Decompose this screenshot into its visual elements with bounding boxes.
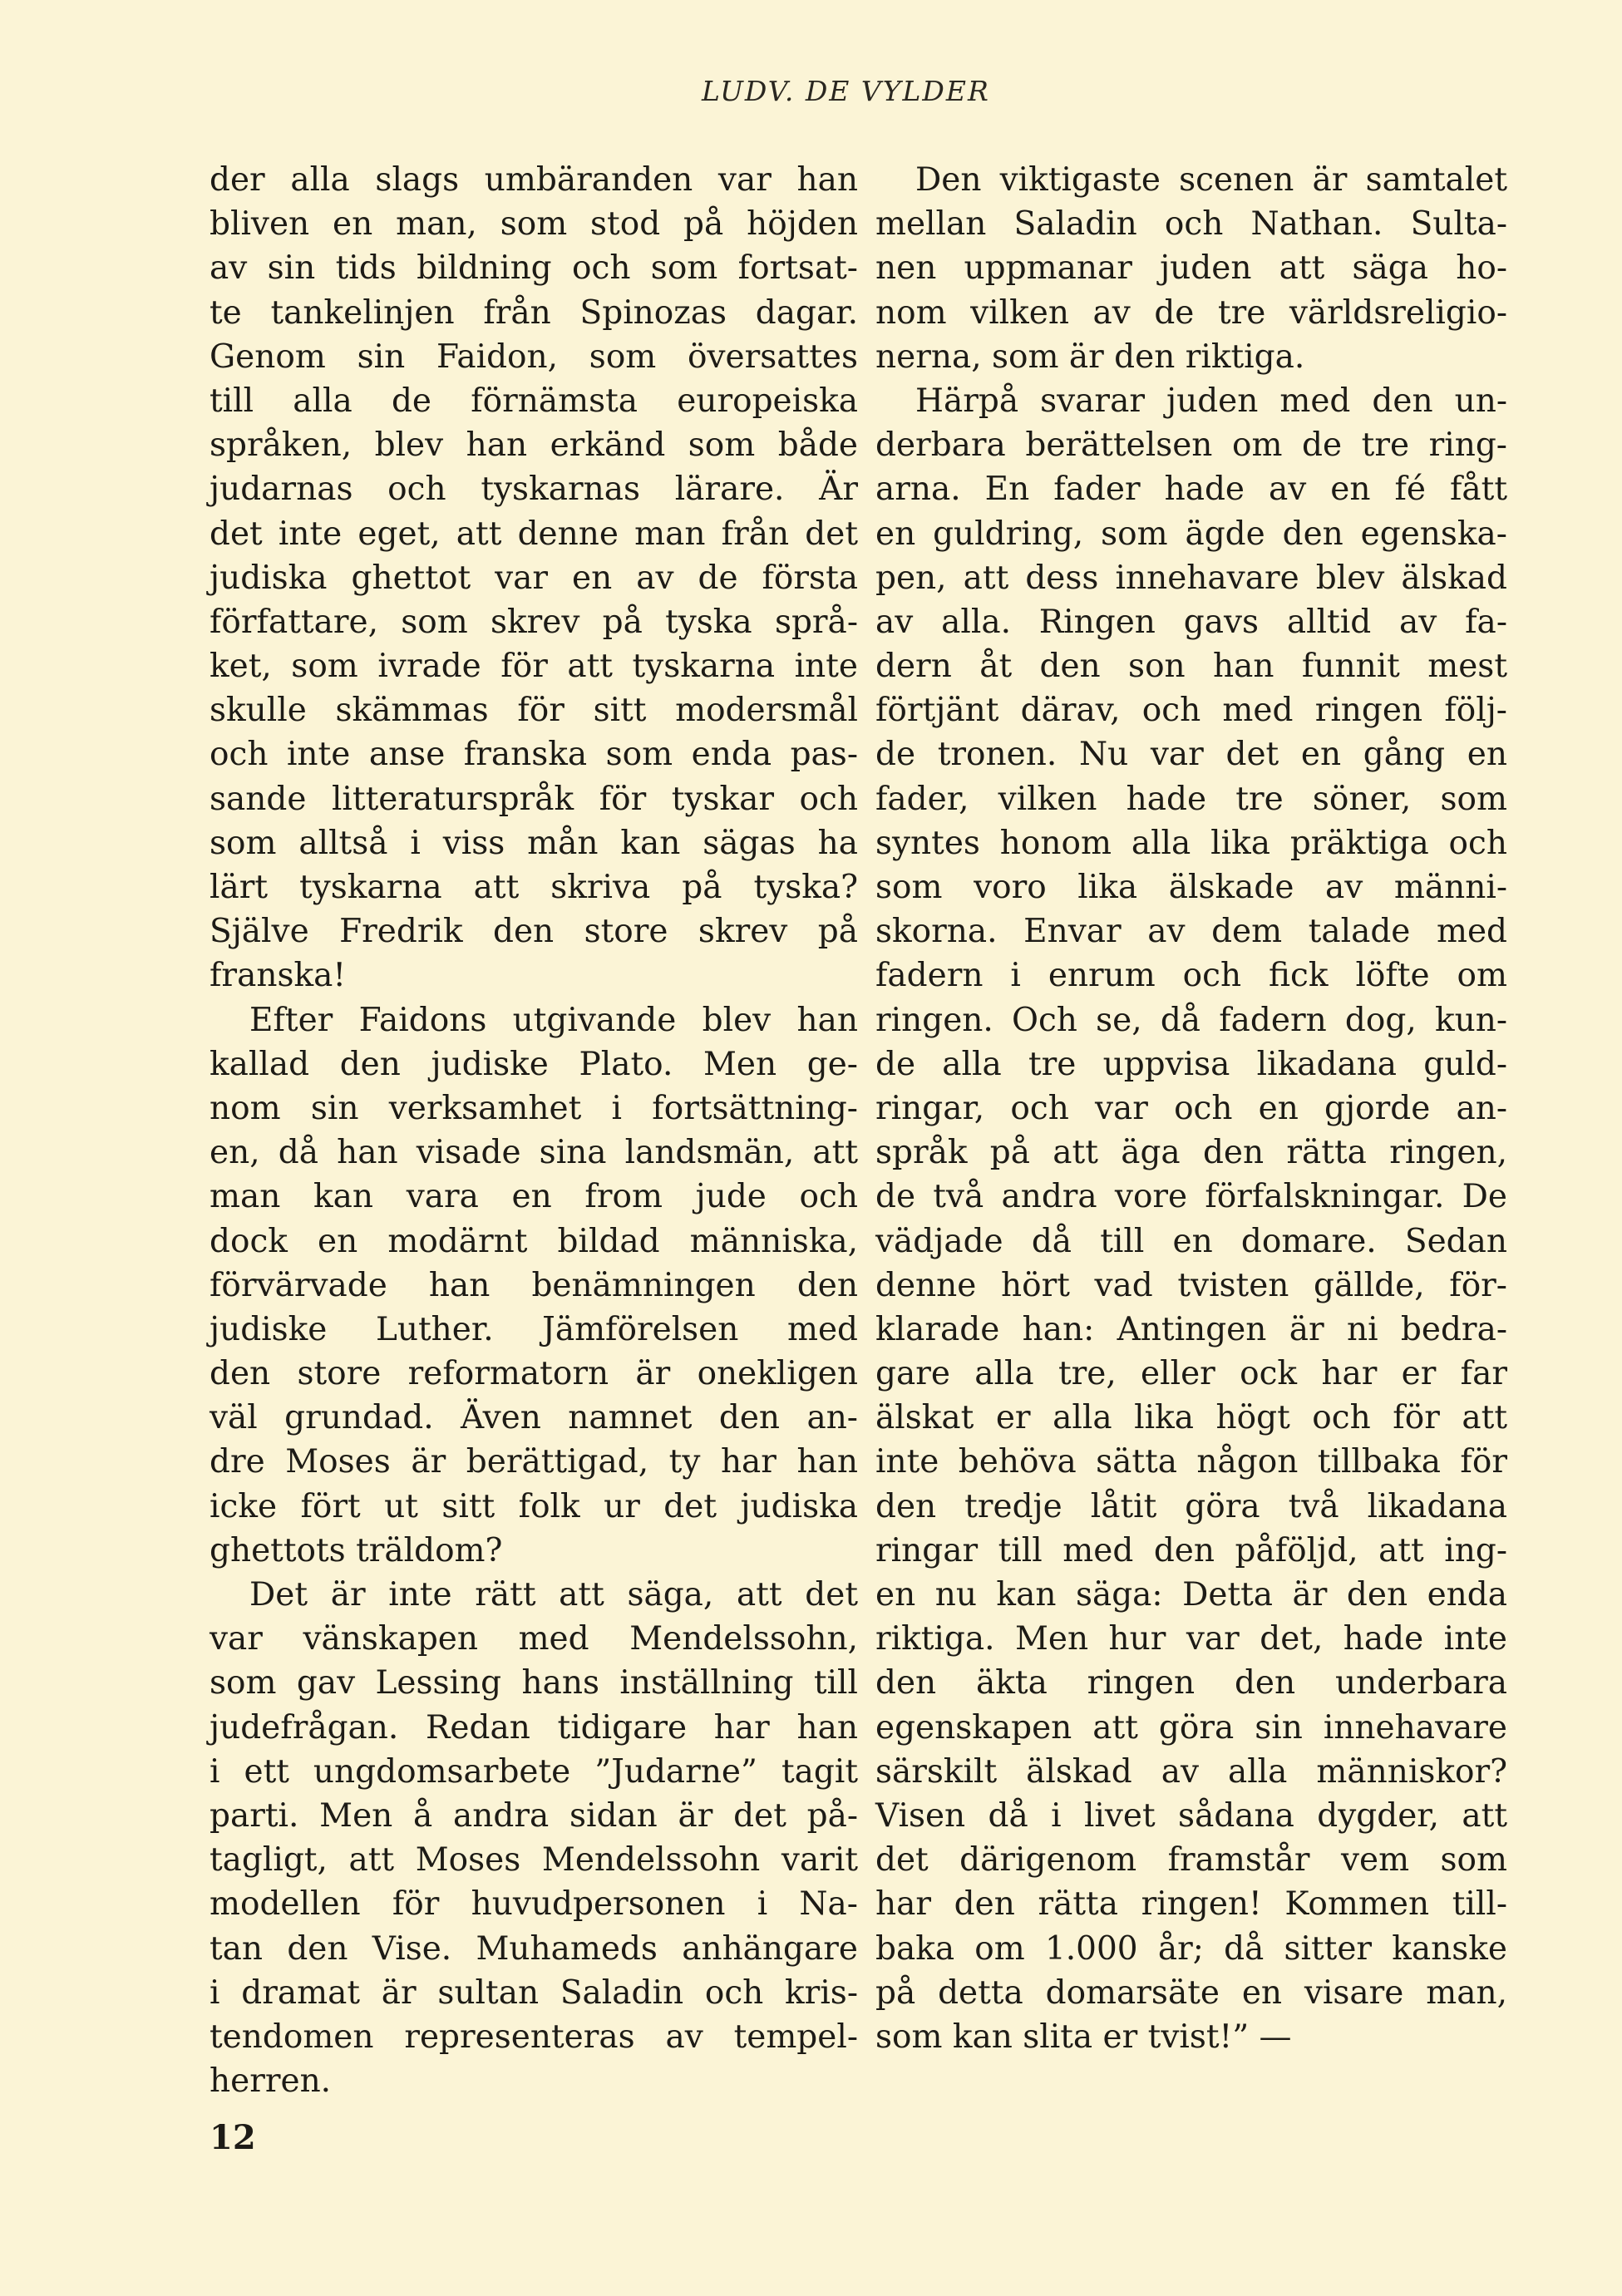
text-line: den äkta ringen den underbara — [875, 1664, 1507, 1702]
text-line: de tronen. Nu var det en gång en — [875, 736, 1507, 774]
text-line: en, då han visade sina landsmän, att — [210, 1134, 858, 1172]
text-line: tendomen representeras av tempel- — [210, 2018, 858, 2056]
running-header: LUDV. DE VYLDER — [702, 75, 990, 107]
text-line: baka om 1.000 år; då sitter kanske — [875, 1929, 1507, 1968]
text-line: dre Moses är berättigad, ty har han — [210, 1443, 858, 1481]
text-line: Efter Faidons utgivande blev han — [249, 1001, 858, 1039]
text-line: det därigenom framstår vem som — [875, 1841, 1507, 1880]
text-line: förvärvade han benämningen den — [210, 1266, 858, 1304]
text-line: Själve Fredrik den store skrev på — [210, 913, 858, 951]
text-line: arna. En fader hade av en fé fått — [875, 471, 1507, 509]
text-line: bliven en man, som stod på höjden — [210, 205, 858, 244]
text-line: sande litteraturspråk för tyskar och — [210, 780, 858, 818]
text-line: den store reformatorn är onekligen — [210, 1355, 858, 1393]
text-line: judiska ghettot var en av de första — [210, 559, 858, 597]
text-line: franska! — [210, 957, 347, 995]
text-line: klarade han: Antingen är ni bedra- — [875, 1310, 1507, 1348]
text-line: var vänskapen med Mendelssohn, — [210, 1620, 858, 1658]
text-line: till alla de förnämsta europeiska — [210, 382, 858, 420]
text-line: ringen. Och se, då fadern dog, kun- — [875, 1001, 1507, 1039]
text-line: te tankelinjen från Spinozas dagar. — [210, 293, 858, 332]
text-line: en nu kan säga: Detta är den enda — [875, 1576, 1507, 1614]
text-line: denne hört vad tvisten gällde, för- — [875, 1266, 1507, 1304]
text-line: mellan Saladin och Nathan. Sulta- — [875, 205, 1507, 244]
text-line: lärt tyskarna att skriva på tyska? — [210, 869, 858, 906]
text-line: Genom sin Faidon, som översattes — [210, 338, 858, 376]
text-line: på detta domarsäte en visare man, — [875, 1973, 1507, 2012]
text-line: den tredje låtit göra två likadana — [875, 1487, 1507, 1525]
text-line: icke fört ut sitt folk ur det judiska — [210, 1487, 858, 1525]
text-line: judarnas och tyskarnas lärare. Är — [210, 471, 858, 509]
text-line: skulle skämmas för sitt modersmål — [210, 692, 858, 730]
text-line: fadern i enrum och fick löfte om — [875, 957, 1507, 995]
text-line: gare alla tre, eller ock har er far — [875, 1355, 1507, 1393]
text-line: vädjade då till en domare. Sedan — [875, 1222, 1507, 1260]
text-line: fader, vilken hade tre söner, som — [875, 780, 1507, 818]
text-line: dock en modärnt bildad människa, — [210, 1222, 858, 1260]
text-line: parti. Men å andra sidan är det på- — [210, 1796, 858, 1835]
text-line: författare, som skrev på tyska språ- — [210, 603, 858, 641]
text-line: väl grundad. Även namnet den an- — [210, 1399, 858, 1437]
text-line: herren. — [210, 2062, 332, 2101]
text-line: har den rätta ringen! Kommen till- — [875, 1885, 1507, 1924]
text-line: de två andra vore förfalskningar. De — [875, 1178, 1507, 1216]
text-line: pen, att dess innehavare blev älskad — [875, 559, 1507, 597]
text-line: av sin tids bildning och som fortsat- — [210, 249, 858, 288]
text-line: en guldring, som ägde den egenska- — [875, 515, 1507, 553]
text-line: nen uppmanar juden att säga ho- — [875, 249, 1507, 288]
text-line: derbara berättelsen om de tre ring- — [875, 426, 1507, 465]
text-line: ghettots träldom? — [210, 1531, 503, 1569]
text-line: nom vilken av de tre världsreligio- — [875, 293, 1507, 332]
text-line: nerna, som är den riktiga. — [875, 338, 1305, 376]
text-line: tagligt, att Moses Mendelssohn varit — [210, 1841, 858, 1880]
text-line: och inte anse franska som enda pas- — [210, 736, 858, 774]
text-line: nom sin verksamhet i fortsättning- — [210, 1089, 858, 1127]
text-line: som voro lika älskade av männi- — [875, 869, 1507, 906]
text-line: de alla tre uppvisa likadana guld- — [875, 1045, 1507, 1083]
text-line: inte behöva sätta någon tillbaka för — [875, 1443, 1507, 1481]
text-line: modellen för huvudpersonen i Na- — [210, 1885, 858, 1924]
text-line: ket, som ivrade för att tyskarna inte — [210, 648, 858, 686]
text-line: man kan vara en from jude och — [210, 1178, 858, 1216]
page-number: 12 — [210, 2118, 256, 2157]
text-line: judiske Luther. Jämförelsen med — [210, 1310, 858, 1348]
text-line: der alla slags umbäranden var han — [210, 161, 858, 199]
text-line: egenskapen att göra sin innehavare — [875, 1708, 1507, 1747]
text-line: det inte eget, att denne man från det — [210, 515, 858, 553]
text-line: särskilt älskad av alla människor? — [875, 1752, 1507, 1791]
text-line: Det är inte rätt att säga, att det — [249, 1576, 858, 1614]
text-line: älskat er alla lika högt och för att — [875, 1399, 1507, 1437]
text-line: riktiga. Men hur var det, hade inte — [875, 1620, 1507, 1658]
text-line: skorna. Envar av dem talade med — [875, 913, 1507, 951]
text-line: ringar till med den påföljd, att ing- — [875, 1531, 1507, 1569]
text-line: som kan slita er tvist!” — — [875, 2018, 1292, 2056]
text-line: kallad den judiske Plato. Men ge- — [210, 1045, 858, 1083]
text-line: Härpå svarar juden med den un- — [915, 382, 1507, 420]
text-line: i ett ungdomsarbete ”Judarne” tagit — [210, 1752, 858, 1791]
text-line: i dramat är sultan Saladin och kris- — [210, 1973, 858, 2012]
text-line: Den viktigaste scenen är samtalet — [915, 161, 1507, 199]
text-line: förtjänt därav, och med ringen följ- — [875, 692, 1507, 730]
text-line: judefrågan. Redan tidigare har han — [210, 1708, 858, 1747]
text-line: av alla. Ringen gavs alltid av fa- — [875, 603, 1507, 641]
text-line: som gav Lessing hans inställning till — [210, 1664, 858, 1702]
text-line: tan den Vise. Muhameds anhängare — [210, 1929, 858, 1968]
text-line: dern åt den son han funnit mest — [875, 648, 1507, 686]
text-line: syntes honom alla lika präktiga och — [875, 824, 1507, 862]
right-column — [875, 158, 1507, 2059]
text-line: som alltså i viss mån kan sägas ha — [210, 824, 858, 862]
text-line: språken, blev han erkänd som både — [210, 426, 858, 465]
text-line: språk på att äga den rätta ringen, — [875, 1134, 1507, 1172]
text-line: ringar, och var och en gjorde an- — [875, 1089, 1507, 1127]
left-column — [210, 158, 858, 2103]
text-line: Visen då i livet sådana dygder, att — [875, 1796, 1507, 1835]
